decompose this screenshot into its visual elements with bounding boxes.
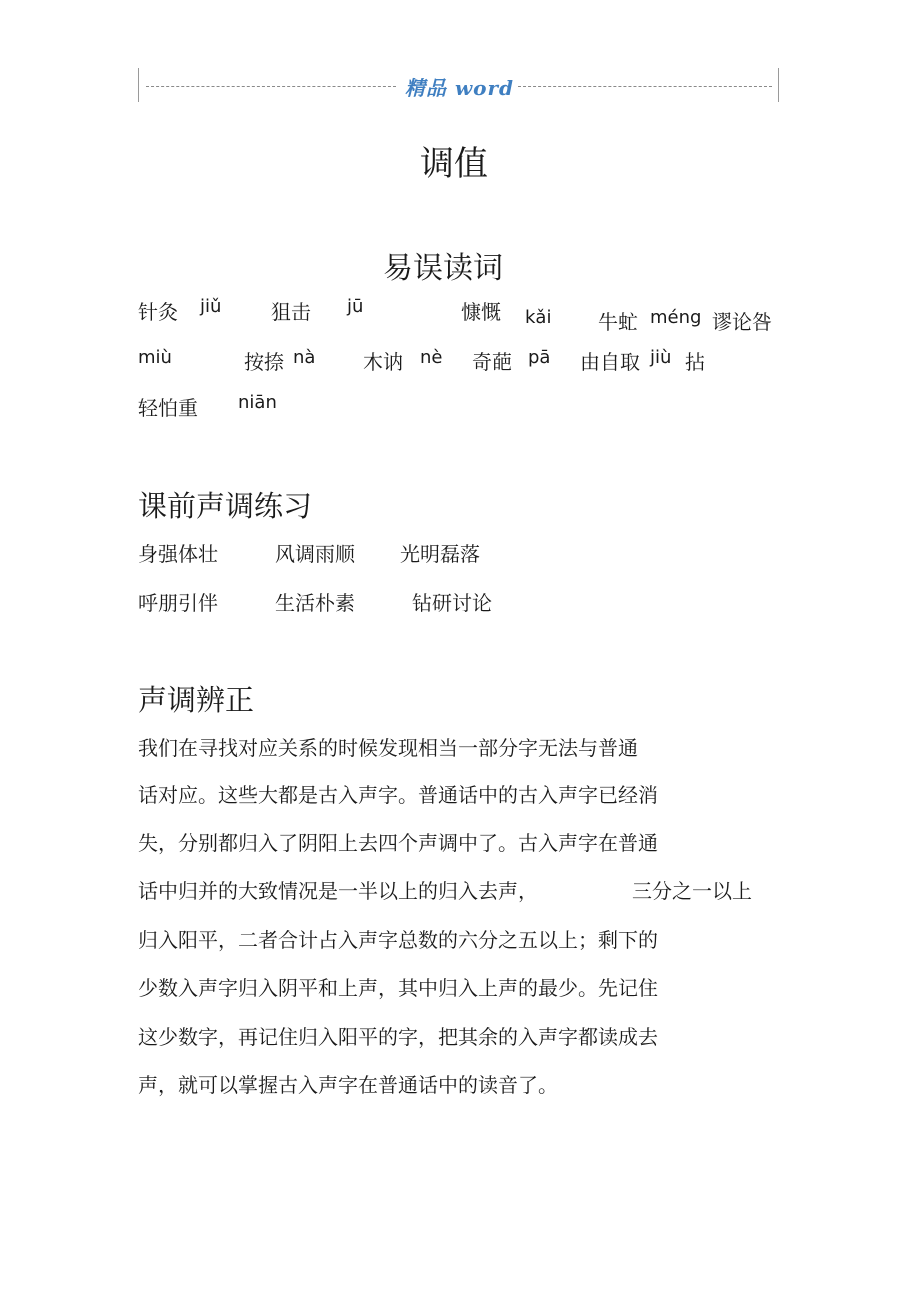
practice-item: 钻研讨论: [412, 591, 492, 615]
section-heading-practice: 课前声调练习: [138, 489, 313, 523]
word: 按捺: [244, 350, 284, 374]
section-heading-correction: 声调辨正: [138, 683, 255, 717]
paragraph-line: 这少数字，再记住归入阳平的字，把其余的入声字都读成去: [138, 1025, 658, 1049]
paragraph-line: 话中归并的大致情况是一半以上的归入去声，: [138, 879, 538, 903]
word: 狙击: [271, 300, 311, 324]
pinyin: jiǔ: [200, 296, 222, 317]
header-left-rule: [138, 68, 139, 102]
word: 轻怕重: [138, 396, 198, 420]
paragraph-line: 我们在寻找对应关系的时候发现相当一部分字无法与普通: [138, 736, 638, 760]
pinyin: jū: [347, 296, 364, 317]
word: 谬论咎: [712, 310, 772, 334]
pinyin: jiù: [650, 347, 672, 368]
pinyin: nà: [293, 347, 316, 368]
word: 木讷: [363, 350, 403, 374]
word: 牛虻: [598, 310, 638, 334]
paragraph-line: 话对应。这些大都是古入声字。普通话中的古入声字已经消: [138, 783, 658, 807]
paragraph-line: 少数入声字归入阴平和上声，其中归入上声的最少。先记住: [138, 976, 658, 1000]
word: 奇葩: [472, 350, 512, 374]
word: 由自取: [580, 350, 640, 374]
pinyin: miù: [138, 347, 172, 368]
pinyin: méng: [650, 307, 702, 328]
pinyin: niān: [238, 392, 277, 413]
paragraph-line: 失，分别都归入了阴阳上去四个声调中了。古入声字在普通: [138, 831, 658, 855]
practice-item: 风调雨顺: [275, 542, 355, 566]
section-heading-misread: 易误读词: [383, 251, 503, 286]
practice-item: 呼朋引伴: [138, 591, 218, 615]
word: 拈: [685, 350, 705, 374]
page-title: 调值: [420, 144, 488, 184]
paragraph-line: 声，就可以掌握古入声字在普通话中的读音了。: [138, 1073, 558, 1097]
paragraph-line: 三分之一以上: [632, 879, 752, 903]
practice-item: 身强体壮: [138, 542, 218, 566]
header-dash-right: [518, 86, 772, 87]
practice-item: 光明磊落: [400, 542, 480, 566]
pinyin: kǎi: [525, 307, 552, 328]
header-dash-left: [146, 86, 396, 87]
header-right-rule: [778, 68, 779, 102]
header-logo: 精品 word: [405, 76, 515, 100]
word: 针灸: [138, 300, 178, 324]
word: 慷慨: [461, 300, 501, 324]
pinyin: pā: [528, 347, 551, 368]
paragraph-line: 归入阳平，二者合计占入声字总数的六分之五以上；剩下的: [138, 928, 658, 952]
practice-item: 生活朴素: [275, 591, 355, 615]
pinyin: nè: [420, 347, 443, 368]
